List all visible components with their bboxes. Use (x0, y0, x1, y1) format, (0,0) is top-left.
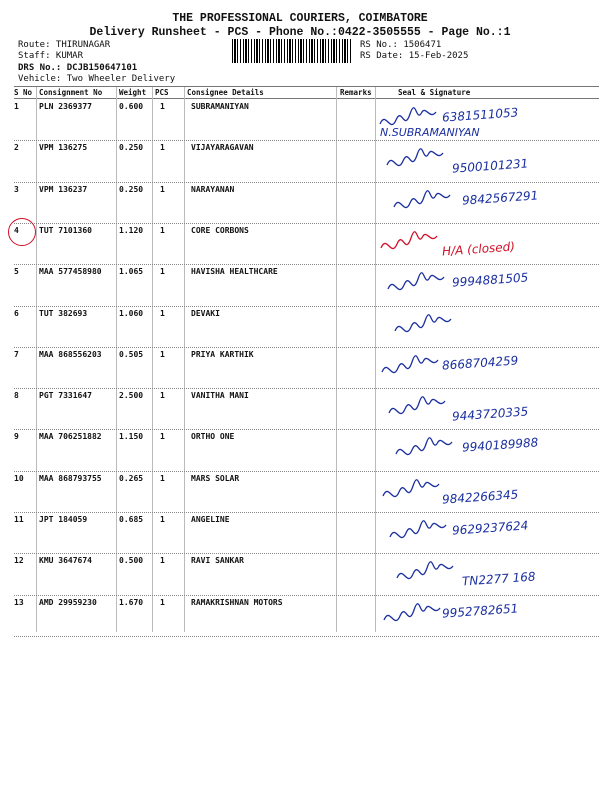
col-divider (116, 87, 117, 632)
row-pcs: 1 (160, 267, 165, 277)
signature-area (372, 350, 597, 390)
row-consignment: VPM 136275 (39, 143, 88, 153)
signature-area (372, 432, 597, 472)
row-consignment: TUT 7101360 (39, 225, 92, 235)
row-weight: 0.500 (119, 556, 144, 566)
row-sno: 12 (14, 556, 24, 566)
signature-scrawl (382, 356, 438, 373)
row-consignment: PGT 7331647 (39, 391, 92, 401)
vehicle-label: Vehicle: Two Wheeler Delivery (18, 74, 176, 84)
row-consignment: AMD 29959230 (39, 597, 97, 607)
row-pcs: 1 (160, 349, 165, 359)
signature-scrawl (380, 108, 436, 125)
signature-scrawl (395, 314, 451, 331)
row-consignment: MAA 706251882 (39, 432, 102, 442)
row-sno: 13 (14, 597, 24, 607)
row-weight: 1.120 (119, 225, 144, 235)
row-consignee: NARAYANAN (191, 184, 235, 194)
row-weight: 2.500 (119, 391, 144, 401)
row-weight: 0.600 (119, 102, 144, 111)
signature-scrawl (387, 149, 443, 166)
row-pcs: 1 (160, 597, 165, 607)
signature-area (372, 515, 597, 555)
col-divider (184, 87, 185, 632)
signature-scrawl (397, 562, 453, 579)
drs-number: DRS No.: DCJB150647101 (18, 63, 138, 73)
red-circle-mark (8, 218, 36, 246)
row-consignee: PRIYA KARTHIK (191, 349, 254, 359)
row-consignee: SUBRAMANIYAN (191, 102, 249, 111)
row-consignee: CORE CORBONS (191, 225, 249, 235)
signature-area (372, 226, 597, 266)
col-header-pcs: PCS (155, 88, 169, 97)
col-header-sno: S No (14, 88, 33, 97)
signature-area (372, 391, 597, 431)
row-consignee: VANITHA MANI (191, 391, 249, 401)
col-header-remarks: Remarks (340, 88, 372, 97)
row-sno: 8 (14, 391, 19, 401)
handwritten-note: 9443720335 (451, 404, 529, 424)
row-consignee: ORTHO ONE (191, 432, 235, 442)
handwritten-name: N.SUBRAMANIYAN (380, 126, 480, 139)
row-weight: 0.685 (119, 515, 144, 524)
col-divider (36, 87, 37, 632)
row-weight: 0.250 (119, 184, 144, 194)
handwritten-note: 9842567291 (461, 187, 539, 208)
table-top-rule (14, 86, 599, 87)
col-divider (336, 87, 337, 632)
row-consignee: RAVI SANKAR (191, 556, 244, 566)
signature-area (372, 556, 597, 596)
row-pcs: 1 (160, 432, 165, 442)
row-consignment: MAA 868556203 (39, 349, 102, 359)
row-pcs: 1 (160, 143, 165, 153)
handwritten-note: H/A (closed) (441, 239, 516, 259)
handwritten-note: 9940189988 (461, 435, 539, 456)
row-pcs: 1 (160, 225, 165, 235)
row-consignee: ANGELINE (191, 515, 230, 524)
signature-scrawl (384, 603, 440, 620)
signature-scrawl (388, 273, 444, 290)
row-consignment: KMU 3647674 (39, 556, 92, 566)
row-weight: 1.060 (119, 308, 144, 318)
row-consignee: MARS SOLAR (191, 473, 240, 483)
handwritten-note: 9994881505 (451, 270, 529, 290)
row-sno: 5 (14, 267, 19, 277)
row-sno: 2 (14, 143, 19, 153)
runsheet-title: Delivery Runsheet - PCS - Phone No.:0422-3505555 - Page No.:1 (89, 26, 511, 39)
col-divider (152, 87, 153, 632)
barcode (232, 39, 352, 63)
row-sno: 9 (14, 432, 19, 442)
signature-scrawl (383, 479, 439, 496)
row-weight: 1.065 (119, 267, 144, 277)
signature-area (372, 185, 597, 225)
row-consignment: MAA 868793755 (39, 473, 102, 483)
row-weight: 1.670 (119, 597, 144, 607)
handwritten-note: 9500101231 (451, 156, 529, 176)
row-consignee: RAMAKRISHNAN MOTORS (191, 597, 283, 607)
signature-area (372, 143, 597, 183)
signature-scrawl (389, 397, 445, 414)
row-sno: 1 (14, 102, 19, 111)
row-consignee: VIJAYARAGAVAN (191, 143, 254, 153)
handwritten-note: 9629237624 (451, 518, 529, 538)
row-pcs: 1 (160, 184, 165, 194)
col-header-weight: Weight (119, 88, 147, 97)
row-weight: 1.150 (119, 432, 144, 442)
col-header-consignment: Consignment No (39, 88, 103, 97)
row-pcs: 1 (160, 473, 165, 483)
signature-area (372, 102, 597, 142)
row-consignment: JPT 184059 (39, 515, 88, 524)
row-consignment: VPM 136237 (39, 184, 88, 194)
row-consignment: PLN 2369377 (39, 102, 92, 111)
row-sno: 11 (14, 515, 24, 524)
rs-number: RS No.: 1506471 (360, 40, 442, 50)
rs-date: RS Date: 15-Feb-2025 (360, 51, 469, 61)
row-weight: 0.250 (119, 143, 144, 153)
signature-area (372, 598, 597, 638)
staff-label: Staff: KUMAR (18, 51, 84, 61)
row-consignment: MAA 577458980 (39, 267, 102, 277)
row-sno: 10 (14, 473, 24, 483)
handwritten-note: 9842266345 (441, 487, 519, 507)
handwritten-note: 6381511053 (441, 105, 519, 125)
signature-scrawl (394, 190, 450, 207)
signature-scrawl (396, 438, 452, 455)
row-weight: 0.265 (119, 473, 144, 483)
row-sno: 3 (14, 184, 19, 194)
route-label: Route: THIRUNAGAR (18, 40, 111, 50)
row-pcs: 1 (160, 102, 165, 111)
handwritten-note: 8668704259 (441, 353, 519, 373)
handwritten-note: 9952782651 (441, 600, 519, 621)
row-sno: 6 (14, 308, 19, 318)
row-pcs: 1 (160, 308, 165, 318)
row-consignee: DEVAKI (191, 308, 220, 318)
row-consignment: TUT 382693 (39, 308, 88, 318)
signature-area (372, 267, 597, 307)
col-header-seal: Seal & Signature (398, 88, 471, 97)
row-pcs: 1 (160, 556, 165, 566)
company-title: THE PROFESSIONAL COURIERS, COIMBATORE (172, 12, 428, 25)
signature-area (372, 474, 597, 514)
table-header-rule (14, 98, 599, 99)
col-header-consignee: Consignee Details (187, 88, 264, 97)
signature-scrawl (390, 521, 446, 538)
signature-area (372, 309, 597, 349)
row-sno: 4 (14, 225, 19, 235)
row-consignee: HAVISHA HEALTHCARE (191, 267, 278, 277)
row-weight: 0.505 (119, 349, 144, 359)
row-sno: 7 (14, 349, 19, 359)
row-pcs: 1 (160, 515, 165, 524)
signature-scrawl (381, 232, 437, 249)
row-pcs: 1 (160, 391, 165, 401)
handwritten-note: TN2277 168 (461, 569, 536, 589)
